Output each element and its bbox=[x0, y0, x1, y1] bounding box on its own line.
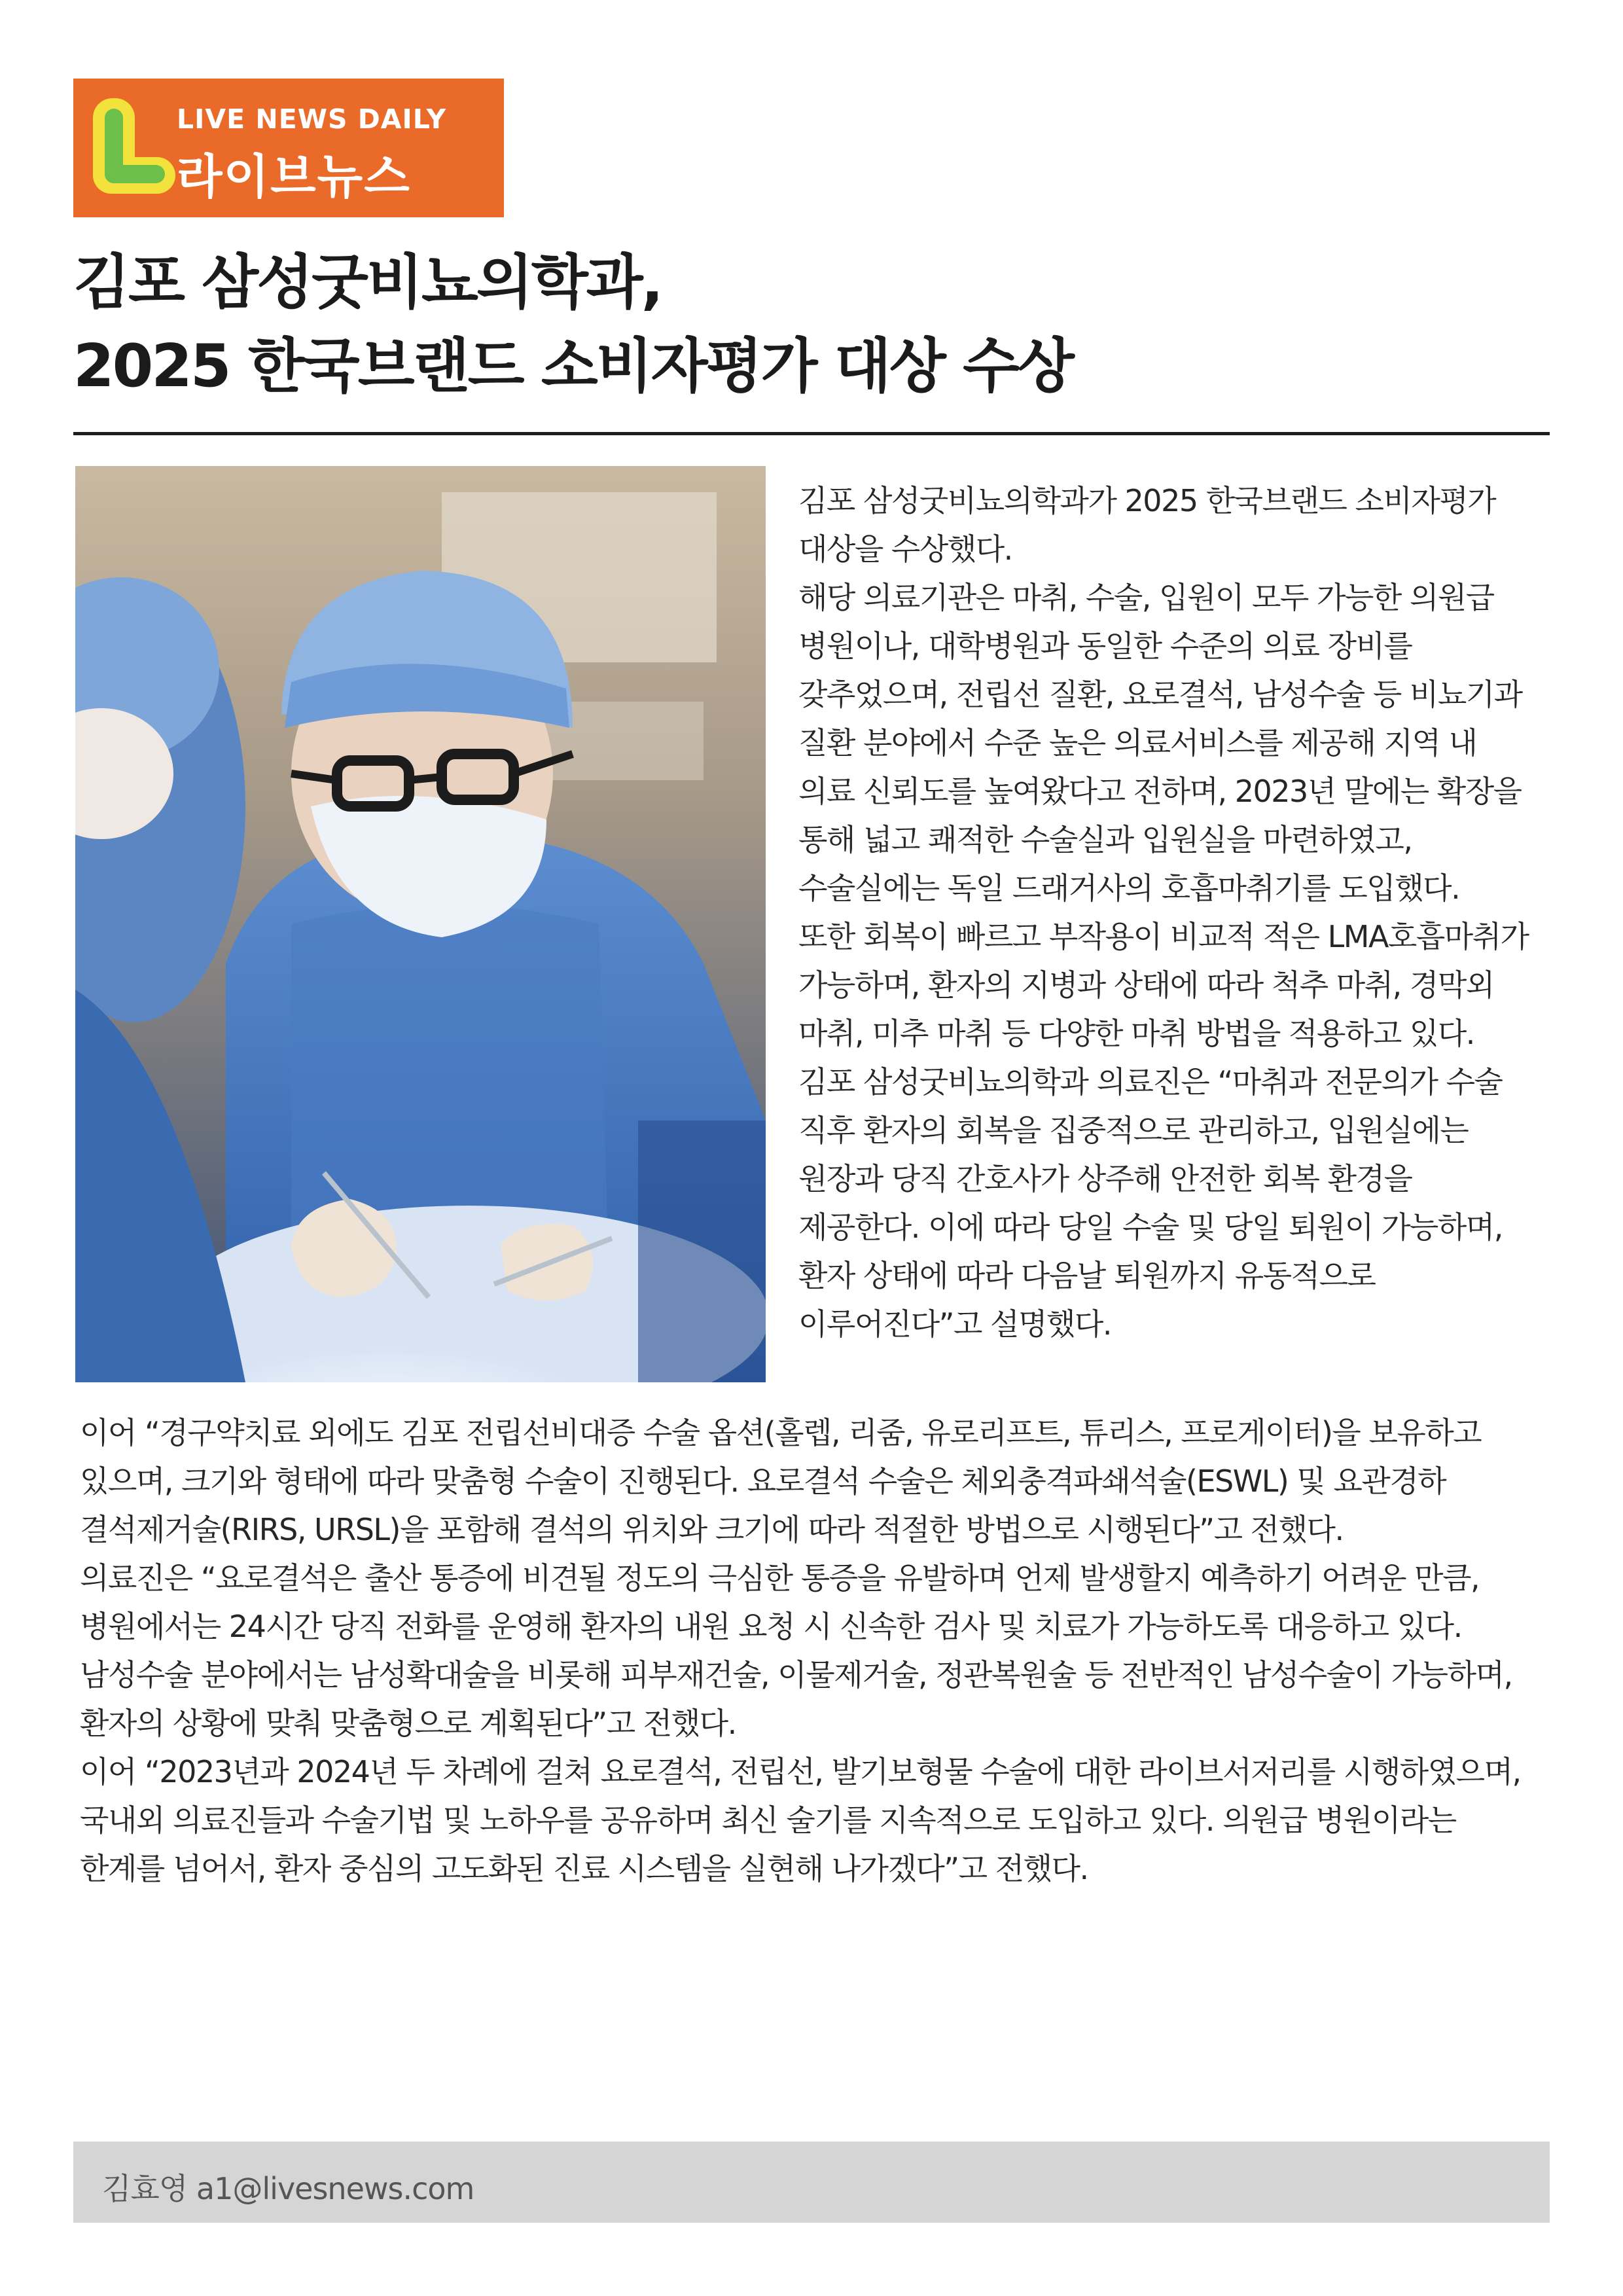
headline-divider bbox=[73, 432, 1550, 435]
intro-line: 원장과 당직 간호사가 상주해 안전한 회복 환경을 bbox=[798, 1161, 1412, 1196]
intro-line: 해당 의료기관은 마취, 수술, 입원이 모두 가능한 의원급 bbox=[798, 580, 1494, 615]
headline-line-1: 김포 삼성굿비뇨의학과, bbox=[73, 248, 662, 317]
headline bbox=[73, 241, 1552, 408]
body-line: 이어 “경구약치료 외에도 김포 전립선비대증 수술 옵션(홀렙, 리줌, 유로리프트, 튜리스, 프로게이터)을 보유하고 bbox=[80, 1415, 1482, 1450]
body-line: 병원에서는 24시간 당직 전화를 운영해 환자의 내원 요청 시 신속한 검사 및 치료가 가능하도록 대응하고 있다. bbox=[80, 1609, 1462, 1644]
intro-line: 통해 넓고 쾌적한 수술실과 입원실을 마련하였고, bbox=[798, 822, 1412, 857]
intro-line: 직후 환자의 회복을 집중적으로 관리하고, 입원실에는 bbox=[798, 1113, 1469, 1148]
intro-line: 가능하며, 환자의 지병과 상태에 따라 척추 마취, 경막외 bbox=[798, 967, 1494, 1003]
intro-line: 이루어진다”고 설명했다. bbox=[798, 1306, 1111, 1342]
article-photo bbox=[75, 466, 766, 1382]
body-line: 한계를 넘어서, 환자 중심의 고도화된 진료 시스템을 실현해 나가겠다”고 전했다. bbox=[80, 1851, 1088, 1886]
body-line: 국내외 의료진들과 수술기법 및 노하우를 공유하며 최신 술기를 지속적으로 도입하고 있다. 의원급 병원이라는 bbox=[80, 1803, 1456, 1838]
logo-letter-mark-inner-foot bbox=[105, 165, 165, 183]
logo-english-name: LIVE NEWS DAILY bbox=[177, 103, 447, 135]
intro-line: 병원이나, 대학병원과 동일한 수준의 의료 장비를 bbox=[798, 628, 1412, 664]
intro-line: 갖추었으며, 전립선 질환, 요로결석, 남성수술 등 비뇨기과 bbox=[798, 677, 1522, 712]
headline-line-2: 2025 한국브랜드 소비자평가 대상 수상 bbox=[73, 332, 1073, 401]
body-line: 결석제거술(RIRS, URSL)을 포함해 결석의 위치와 크기에 따라 적절한 방법으로 시행된다”고 전했다. bbox=[80, 1512, 1344, 1547]
intro-line: 마취, 미추 마취 등 다양한 마취 방법을 적용하고 있다. bbox=[798, 1016, 1474, 1051]
intro-line: 대상을 수상했다. bbox=[798, 531, 1012, 567]
reporter-byline[interactable]: 김효영 a1@livesnews.com bbox=[102, 2171, 474, 2206]
brand-logo[interactable] bbox=[73, 79, 504, 217]
intro-line: 질환 분야에서 수준 높은 의료서비스를 제공해 지역 내 bbox=[798, 725, 1477, 761]
body-line: 남성수술 분야에서는 남성확대술을 비롯해 피부재건술, 이물제거술, 정관복원술 등 전반적인 남성수술이 가능하며, bbox=[80, 1657, 1512, 1693]
intro-line: 김포 삼성굿비뇨의학과 의료진은 “마취과 전문의가 수술 bbox=[798, 1064, 1503, 1100]
intro-line: 제공한다. 이에 따라 당일 수술 및 당일 퇴원이 가능하며, bbox=[798, 1210, 1503, 1245]
logo-korean-name: 라이브뉴스 bbox=[177, 149, 411, 204]
intro-line: 의료 신뢰도를 높여왔다고 전하며, 2023년 말에는 확장을 bbox=[798, 774, 1522, 809]
body-line: 환자의 상황에 맞춰 맞춤형으로 계획된다”고 전했다. bbox=[80, 1706, 736, 1741]
surgeons-operating-photo-icon bbox=[75, 466, 766, 1382]
intro-line: 또한 회복이 빠르고 부작용이 비교적 적은 LMA호흡마취가 bbox=[798, 919, 1529, 954]
intro-line: 김포 삼성굿비뇨의학과가 2025 한국브랜드 소비자평가 bbox=[798, 483, 1496, 518]
intro-line: 환자 상태에 따라 다음날 퇴원까지 유동적으로 bbox=[798, 1258, 1376, 1293]
body-line: 의료진은 “요로결석은 출산 통증에 비견될 정도의 극심한 통증을 유발하며 언제 발생할지 예측하기 어려운 만큼, bbox=[80, 1560, 1480, 1596]
body-line: 있으며, 크기와 형태에 따라 맞춤형 수술이 진행된다. 요로결석 수술은 체외충격파쇄석술(ESWL) 및 요관경하 bbox=[80, 1463, 1446, 1499]
intro-line: 수술실에는 독일 드래거사의 호흡마취기를 도입했다. bbox=[798, 870, 1460, 906]
body-line: 이어 “2023년과 2024년 두 차례에 걸쳐 요로결석, 전립선, 발기보형물 수술에 대한 라이브서저리를 시행하였으며, bbox=[80, 1754, 1521, 1789]
intro-paragraph bbox=[798, 476, 1558, 1348]
body-paragraph bbox=[80, 1408, 1559, 1893]
byline-bar bbox=[73, 2142, 1550, 2223]
